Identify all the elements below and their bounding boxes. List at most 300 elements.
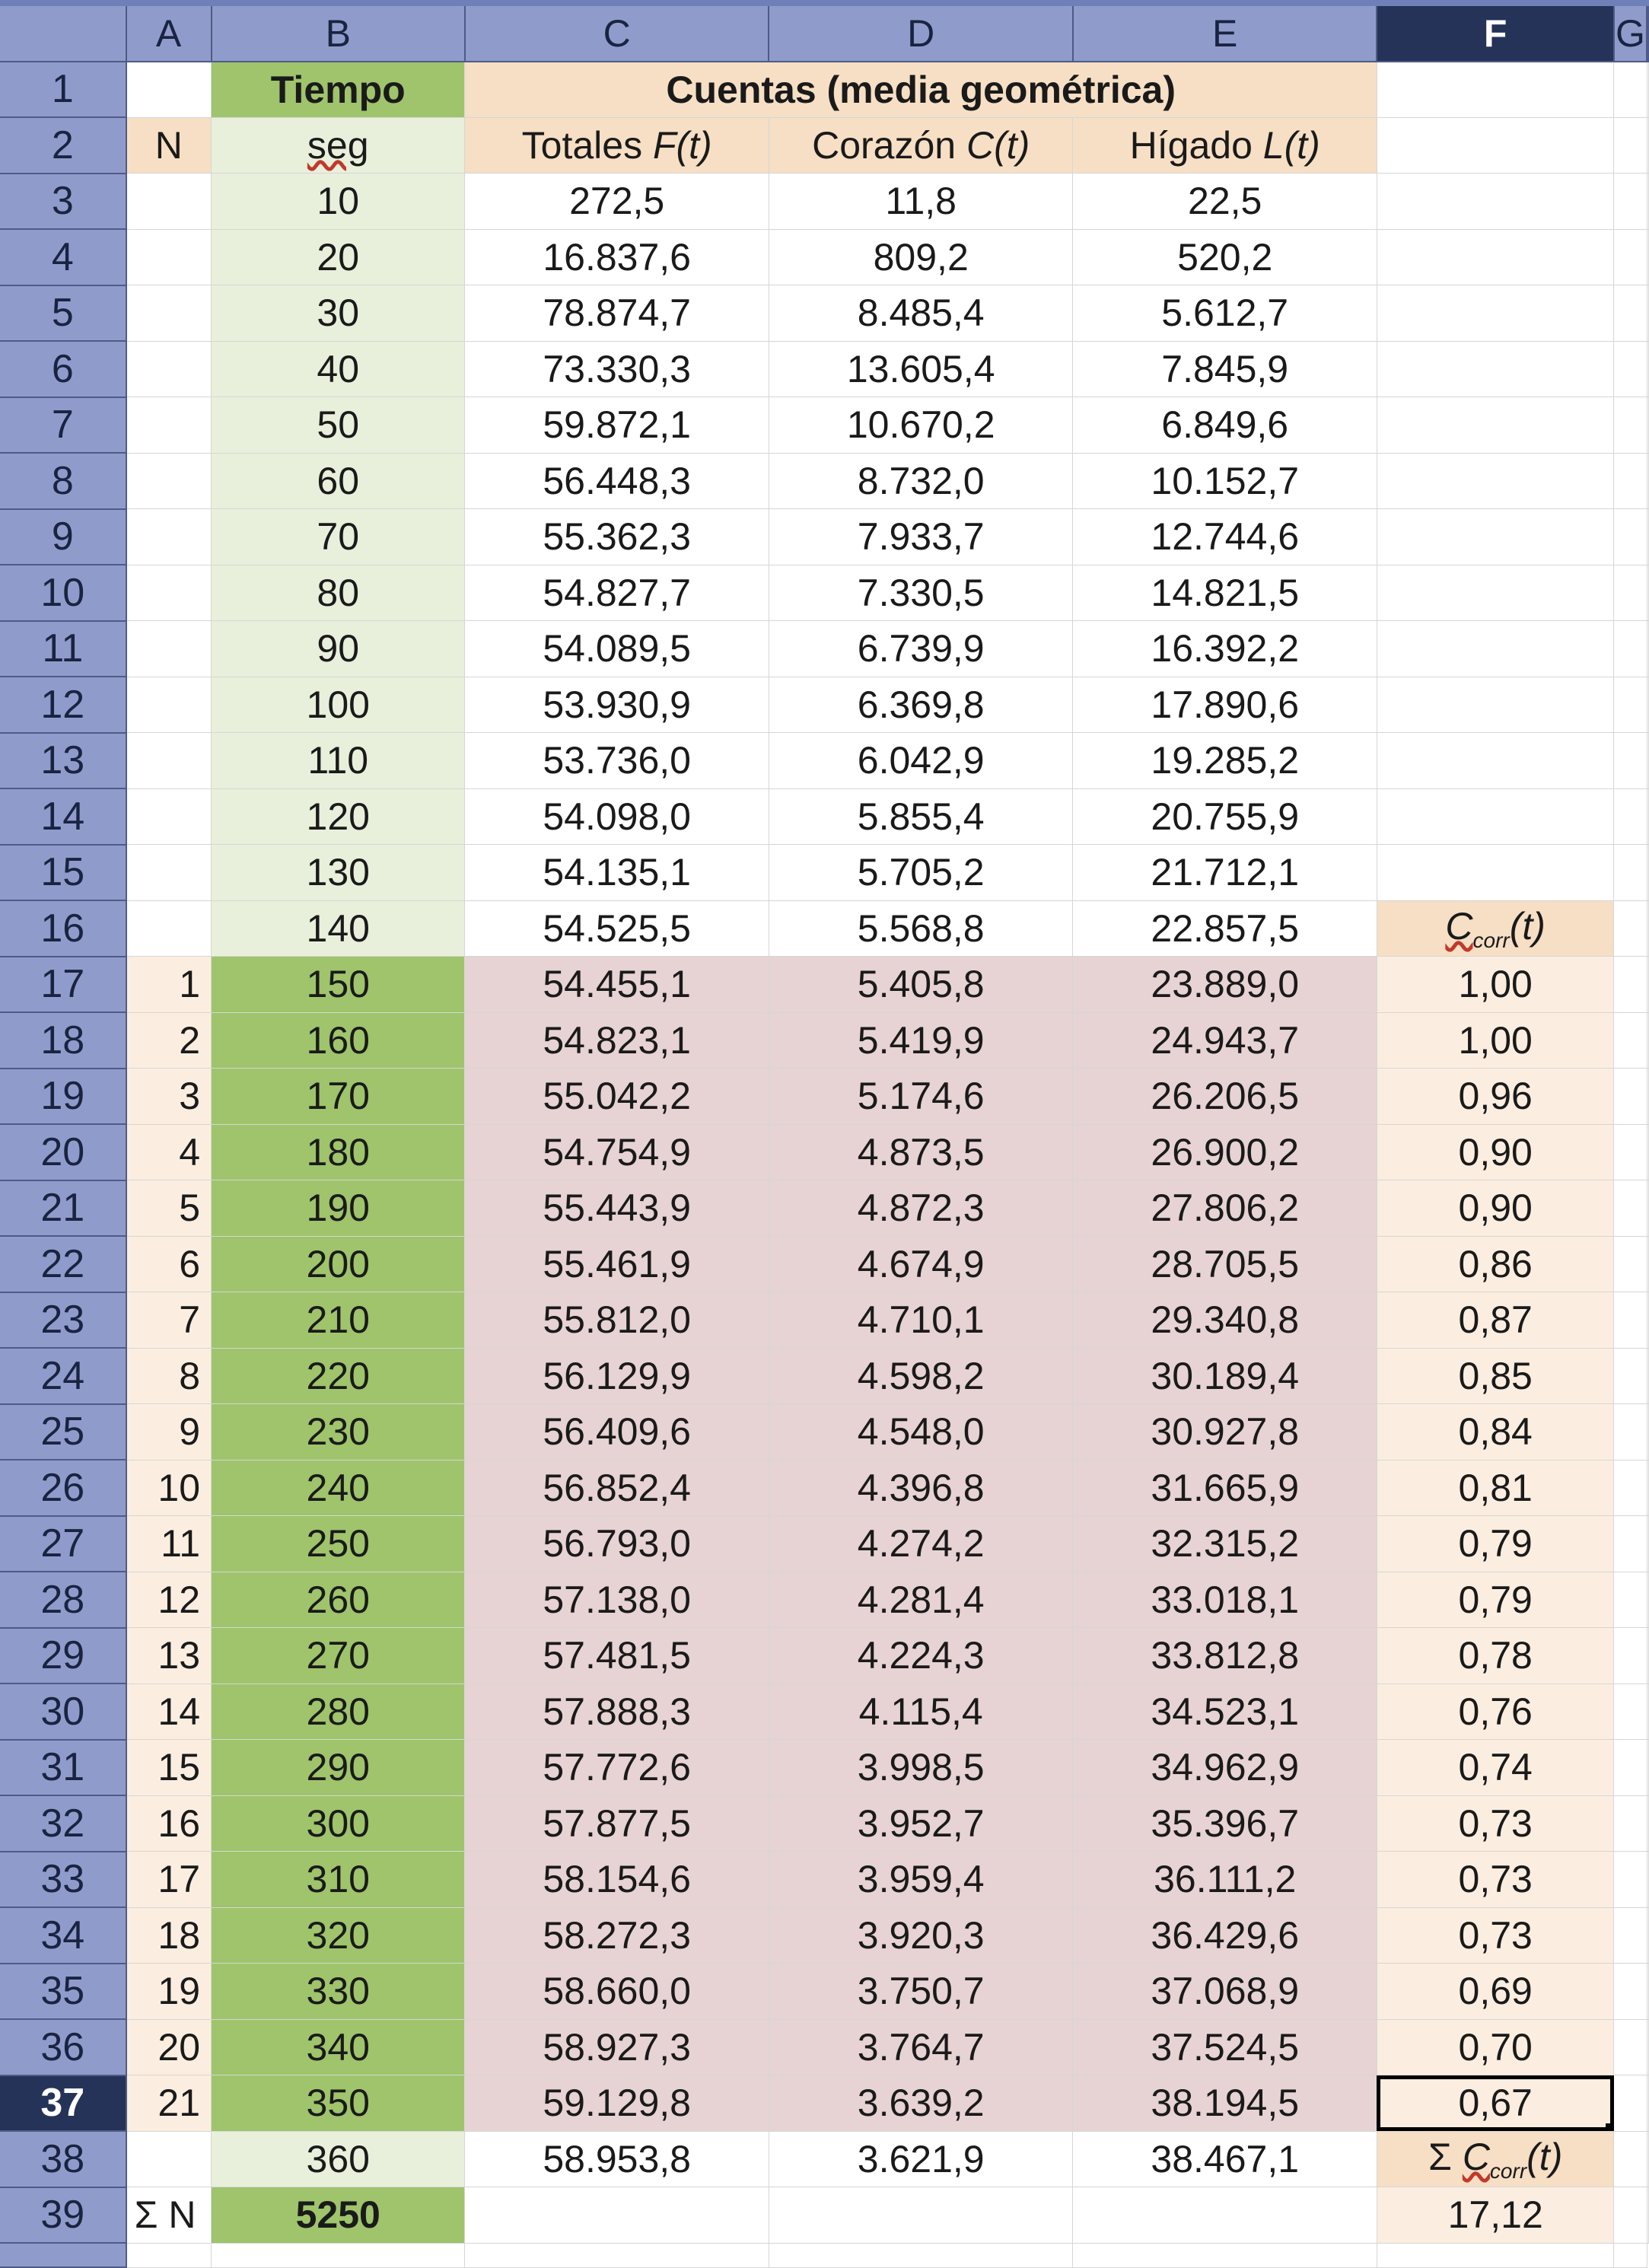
cell-c19[interactable]: 55.042,2 — [465, 1069, 769, 1125]
cell-a26[interactable]: 10 — [126, 1460, 212, 1516]
cell-g11[interactable] — [1614, 621, 1647, 677]
row-header-19[interactable]: 19 — [0, 1069, 126, 1125]
cell-a16[interactable] — [126, 900, 212, 957]
row-header-8[interactable]: 8 — [0, 453, 126, 509]
cell-f32[interactable]: 0,73 — [1377, 1795, 1614, 1852]
cell-g29[interactable] — [1614, 1628, 1647, 1684]
row-header-27[interactable]: 27 — [0, 1516, 126, 1572]
cell-c36[interactable]: 58.927,3 — [465, 2019, 769, 2075]
cell-h38[interactable] — [1647, 2131, 1648, 2187]
row-header-21[interactable]: 21 — [0, 1180, 126, 1237]
cell-b6[interactable]: 40 — [212, 341, 465, 397]
cell-a32[interactable]: 16 — [126, 1795, 212, 1852]
cell-a27[interactable]: 11 — [126, 1516, 212, 1572]
cell-row40-0[interactable] — [126, 2243, 212, 2267]
cell-c29[interactable]: 57.481,5 — [465, 1628, 769, 1684]
cell-d9[interactable]: 7.933,7 — [769, 509, 1073, 565]
cell-b31[interactable]: 290 — [212, 1740, 465, 1796]
cell-h24[interactable] — [1647, 1348, 1648, 1404]
cell-g17[interactable] — [1614, 957, 1647, 1013]
cell-g36[interactable] — [1614, 2019, 1647, 2075]
cell-a7[interactable] — [126, 397, 212, 454]
cell-f16[interactable] — [1377, 900, 1614, 957]
cell-g32[interactable] — [1614, 1795, 1647, 1852]
cell-d7[interactable]: 10.670,2 — [769, 397, 1073, 454]
cell-c28[interactable]: 57.138,0 — [465, 1572, 769, 1628]
cell-b37[interactable]: 350 — [212, 2075, 465, 2132]
cell-f15[interactable] — [1377, 845, 1614, 901]
cell-g10[interactable] — [1614, 565, 1647, 621]
cell-a31[interactable]: 15 — [126, 1740, 212, 1796]
cell-d18[interactable]: 5.419,9 — [769, 1012, 1073, 1069]
cell-d17[interactable]: 5.405,8 — [769, 957, 1073, 1013]
cell-e15[interactable]: 21.712,1 — [1073, 845, 1377, 901]
cell-g26[interactable] — [1614, 1460, 1647, 1516]
column-header-g[interactable]: G — [1614, 6, 1647, 62]
cell-h37[interactable] — [1647, 2075, 1648, 2132]
cell-d33[interactable]: 3.959,4 — [769, 1852, 1073, 1908]
cell-g24[interactable] — [1614, 1348, 1647, 1404]
column-header-overflow[interactable] — [1647, 6, 1648, 62]
cell-e37[interactable]: 38.194,5 — [1073, 2075, 1377, 2132]
cell-b12[interactable]: 100 — [212, 677, 465, 733]
cell-f38[interactable] — [1377, 2131, 1614, 2187]
cell-c24[interactable]: 56.129,9 — [465, 1348, 769, 1404]
cell-d25[interactable]: 4.548,0 — [769, 1404, 1073, 1461]
cell-b14[interactable]: 120 — [212, 788, 465, 845]
cell-f33[interactable]: 0,73 — [1377, 1852, 1614, 1908]
fill-handle[interactable] — [1606, 2123, 1614, 2132]
cell-f21[interactable]: 0,90 — [1377, 1180, 1614, 1237]
cell-a28[interactable]: 12 — [126, 1572, 212, 1628]
cell-h32[interactable] — [1647, 1795, 1648, 1852]
cell-f17[interactable]: 1,00 — [1377, 957, 1614, 1013]
row-header-15[interactable]: 15 — [0, 845, 126, 901]
cell-c6[interactable]: 73.330,3 — [465, 341, 769, 397]
cell-e6[interactable]: 7.845,9 — [1073, 341, 1377, 397]
cell-b1[interactable]: Tiempo — [212, 62, 465, 118]
row-header-16[interactable]: 16 — [0, 900, 126, 957]
cell-b16[interactable]: 140 — [212, 900, 465, 957]
cell-b36[interactable]: 340 — [212, 2019, 465, 2075]
cell-d16[interactable]: 5.568,8 — [769, 900, 1073, 957]
cell-h3[interactable] — [1647, 174, 1648, 230]
cell-f19[interactable]: 0,96 — [1377, 1069, 1614, 1125]
cell-d22[interactable]: 4.674,9 — [769, 1236, 1073, 1292]
row-header-17[interactable]: 17 — [0, 957, 126, 1013]
cell-b15[interactable]: 130 — [212, 845, 465, 901]
cell-e26[interactable]: 31.665,9 — [1073, 1460, 1377, 1516]
cell-f6[interactable] — [1377, 341, 1614, 397]
cell-f27[interactable]: 0,79 — [1377, 1516, 1614, 1572]
cell-row40-2[interactable] — [465, 2243, 769, 2267]
row-header-31[interactable]: 31 — [0, 1740, 126, 1796]
row-header-11[interactable]: 11 — [0, 621, 126, 677]
row-header-20[interactable]: 20 — [0, 1124, 126, 1180]
cell-e32[interactable]: 35.396,7 — [1073, 1795, 1377, 1852]
cell-a2[interactable]: N — [126, 117, 212, 174]
cell-f34[interactable]: 0,73 — [1377, 1907, 1614, 1964]
cell-row40-6[interactable] — [1614, 2243, 1647, 2267]
cell-c23[interactable]: 55.812,0 — [465, 1292, 769, 1349]
cell-e35[interactable]: 37.068,9 — [1073, 1964, 1377, 2020]
cell-f10[interactable] — [1377, 565, 1614, 621]
cell-c26[interactable]: 56.852,4 — [465, 1460, 769, 1516]
column-header-a[interactable]: A — [126, 6, 212, 62]
cell-h18[interactable] — [1647, 1012, 1648, 1069]
row-header-37[interactable]: 37 — [0, 2075, 126, 2132]
cell-g13[interactable] — [1614, 733, 1647, 789]
cell-e38[interactable]: 38.467,1 — [1073, 2131, 1377, 2187]
cell-b29[interactable]: 270 — [212, 1628, 465, 1684]
cell-b19[interactable]: 170 — [212, 1069, 465, 1125]
cell-c9[interactable]: 55.362,3 — [465, 509, 769, 565]
row-header-3[interactable]: 3 — [0, 174, 126, 230]
cell-c33[interactable]: 58.154,6 — [465, 1852, 769, 1908]
cell-e29[interactable]: 33.812,8 — [1073, 1628, 1377, 1684]
cell-row40-1[interactable] — [212, 2243, 465, 2267]
row-header-38[interactable]: 38 — [0, 2131, 126, 2187]
cell-a11[interactable] — [126, 621, 212, 677]
cell-d10[interactable]: 7.330,5 — [769, 565, 1073, 621]
cell-b2[interactable] — [212, 117, 465, 174]
cell-a4[interactable] — [126, 229, 212, 285]
cell-e11[interactable]: 16.392,2 — [1073, 621, 1377, 677]
cell-h29[interactable] — [1647, 1628, 1648, 1684]
cell-g4[interactable] — [1614, 229, 1647, 285]
cell-b17[interactable]: 150 — [212, 957, 465, 1013]
cell-h9[interactable] — [1647, 509, 1648, 565]
cell-g2[interactable] — [1614, 117, 1647, 174]
cell-b21[interactable]: 190 — [212, 1180, 465, 1237]
cell-e27[interactable]: 32.315,2 — [1073, 1516, 1377, 1572]
cell-c3[interactable]: 272,5 — [465, 174, 769, 230]
cell-g1[interactable] — [1614, 62, 1647, 118]
cell-h17[interactable] — [1647, 957, 1648, 1013]
cell-e36[interactable]: 37.524,5 — [1073, 2019, 1377, 2075]
cell-g18[interactable] — [1614, 1012, 1647, 1069]
row-header-40[interactable] — [0, 2243, 126, 2267]
cell-e23[interactable]: 29.340,8 — [1073, 1292, 1377, 1349]
cell-b18[interactable]: 160 — [212, 1012, 465, 1069]
cell-h1[interactable] — [1647, 62, 1648, 118]
cell-g7[interactable] — [1614, 397, 1647, 454]
cell-f2[interactable] — [1377, 117, 1614, 174]
cell-a25[interactable]: 9 — [126, 1404, 212, 1461]
cell-e34[interactable]: 36.429,6 — [1073, 1907, 1377, 1964]
cell-a24[interactable]: 8 — [126, 1348, 212, 1404]
cell-d6[interactable]: 13.605,4 — [769, 341, 1073, 397]
cell-c12[interactable]: 53.930,9 — [465, 677, 769, 733]
cell-d36[interactable]: 3.764,7 — [769, 2019, 1073, 2075]
cell-a12[interactable] — [126, 677, 212, 733]
cell-d24[interactable]: 4.598,2 — [769, 1348, 1073, 1404]
cell-f20[interactable]: 0,90 — [1377, 1124, 1614, 1180]
cell-f28[interactable]: 0,79 — [1377, 1572, 1614, 1628]
cell-a15[interactable] — [126, 845, 212, 901]
cell-c7[interactable]: 59.872,1 — [465, 397, 769, 454]
cell-c2[interactable] — [465, 117, 769, 174]
cell-c17[interactable]: 54.455,1 — [465, 957, 769, 1013]
cell-f7[interactable] — [1377, 397, 1614, 454]
cell-g38[interactable] — [1614, 2131, 1647, 2187]
cell-h10[interactable] — [1647, 565, 1648, 621]
cell-h6[interactable] — [1647, 341, 1648, 397]
active-cell-f37[interactable]: 0,67 — [1377, 2075, 1614, 2132]
cell-c21[interactable]: 55.443,9 — [465, 1180, 769, 1237]
cell-g14[interactable] — [1614, 788, 1647, 845]
cell-h35[interactable] — [1647, 1964, 1648, 2020]
row-header-1[interactable]: 1 — [0, 62, 126, 118]
cell-row40-4[interactable] — [1073, 2243, 1377, 2267]
cell-c39[interactable] — [465, 2187, 769, 2244]
cell-d30[interactable]: 4.115,4 — [769, 1683, 1073, 1740]
cell-d20[interactable]: 4.873,5 — [769, 1124, 1073, 1180]
cell-b10[interactable]: 80 — [212, 565, 465, 621]
cell-g23[interactable] — [1614, 1292, 1647, 1349]
row-header-12[interactable]: 12 — [0, 677, 126, 733]
cell-a30[interactable]: 14 — [126, 1683, 212, 1740]
cell-a36[interactable]: 20 — [126, 2019, 212, 2075]
cell-b26[interactable]: 240 — [212, 1460, 465, 1516]
cell-g5[interactable] — [1614, 285, 1647, 342]
cell-b5[interactable]: 30 — [212, 285, 465, 342]
cell-f22[interactable]: 0,86 — [1377, 1236, 1614, 1292]
cell-h39[interactable] — [1647, 2187, 1648, 2244]
cell-e19[interactable]: 26.206,5 — [1073, 1069, 1377, 1125]
cell-g15[interactable] — [1614, 845, 1647, 901]
cell-d21[interactable]: 4.872,3 — [769, 1180, 1073, 1237]
cell-d34[interactable]: 3.920,3 — [769, 1907, 1073, 1964]
cell-h25[interactable] — [1647, 1404, 1648, 1461]
cell-g31[interactable] — [1614, 1740, 1647, 1796]
cell-h16[interactable] — [1647, 900, 1648, 957]
column-header-b[interactable]: B — [212, 6, 465, 62]
cell-c25[interactable]: 56.409,6 — [465, 1404, 769, 1461]
row-header-35[interactable]: 35 — [0, 1964, 126, 2020]
cell-c18[interactable]: 54.823,1 — [465, 1012, 769, 1069]
cell-h4[interactable] — [1647, 229, 1648, 285]
cell-b35[interactable]: 330 — [212, 1964, 465, 2020]
cell-e2[interactable] — [1073, 117, 1377, 174]
cell-c27[interactable]: 56.793,0 — [465, 1516, 769, 1572]
cell-f31[interactable]: 0,74 — [1377, 1740, 1614, 1796]
column-header-e[interactable]: E — [1073, 6, 1377, 62]
cell-h27[interactable] — [1647, 1516, 1648, 1572]
cell-e8[interactable]: 10.152,7 — [1073, 453, 1377, 509]
cell-b3[interactable]: 10 — [212, 174, 465, 230]
row-header-7[interactable]: 7 — [0, 397, 126, 454]
cell-h19[interactable] — [1647, 1069, 1648, 1125]
cell-f1[interactable] — [1377, 62, 1614, 118]
cell-a38[interactable] — [126, 2131, 212, 2187]
row-header-5[interactable]: 5 — [0, 285, 126, 342]
cell-f30[interactable]: 0,76 — [1377, 1683, 1614, 1740]
cell-d35[interactable]: 3.750,7 — [769, 1964, 1073, 2020]
cell-e28[interactable]: 33.018,1 — [1073, 1572, 1377, 1628]
cell-g33[interactable] — [1614, 1852, 1647, 1908]
cell-e20[interactable]: 26.900,2 — [1073, 1124, 1377, 1180]
cell-a34[interactable]: 18 — [126, 1907, 212, 1964]
cell-a13[interactable] — [126, 733, 212, 789]
row-header-32[interactable]: 32 — [0, 1795, 126, 1852]
cell-b7[interactable]: 50 — [212, 397, 465, 454]
cell-f5[interactable] — [1377, 285, 1614, 342]
cell-f25[interactable]: 0,84 — [1377, 1404, 1614, 1461]
cell-g28[interactable] — [1614, 1572, 1647, 1628]
cell-h13[interactable] — [1647, 733, 1648, 789]
cell-e31[interactable]: 34.962,9 — [1073, 1740, 1377, 1796]
cell-e7[interactable]: 6.849,6 — [1073, 397, 1377, 454]
cell-c38[interactable]: 58.953,8 — [465, 2131, 769, 2187]
row-header-33[interactable]: 33 — [0, 1852, 126, 1908]
cell-d27[interactable]: 4.274,2 — [769, 1516, 1073, 1572]
cell-b8[interactable]: 60 — [212, 453, 465, 509]
cell-g25[interactable] — [1614, 1404, 1647, 1461]
cell-a37[interactable]: 21 — [126, 2075, 212, 2132]
cell-g30[interactable] — [1614, 1683, 1647, 1740]
cell-a9[interactable] — [126, 509, 212, 565]
cell-a33[interactable]: 17 — [126, 1852, 212, 1908]
cell-b30[interactable]: 280 — [212, 1683, 465, 1740]
cell-c13[interactable]: 53.736,0 — [465, 733, 769, 789]
cell-a23[interactable]: 7 — [126, 1292, 212, 1349]
row-header-36[interactable]: 36 — [0, 2019, 126, 2075]
cell-h5[interactable] — [1647, 285, 1648, 342]
cell-g9[interactable] — [1614, 509, 1647, 565]
cell-d8[interactable]: 8.732,0 — [769, 453, 1073, 509]
row-header-29[interactable]: 29 — [0, 1628, 126, 1684]
cell-e25[interactable]: 30.927,8 — [1073, 1404, 1377, 1461]
cell-c35[interactable]: 58.660,0 — [465, 1964, 769, 2020]
cell-b13[interactable]: 110 — [212, 733, 465, 789]
cell-a1[interactable] — [126, 62, 212, 118]
cell-a10[interactable] — [126, 565, 212, 621]
row-header-2[interactable]: 2 — [0, 117, 126, 174]
cell-b38[interactable]: 360 — [212, 2131, 465, 2187]
cell-e9[interactable]: 12.744,6 — [1073, 509, 1377, 565]
cell-f3[interactable] — [1377, 174, 1614, 230]
row-header-30[interactable]: 30 — [0, 1683, 126, 1740]
cell-b28[interactable]: 260 — [212, 1572, 465, 1628]
cell-f13[interactable] — [1377, 733, 1614, 789]
cell-f29[interactable]: 0,78 — [1377, 1628, 1614, 1684]
cell-f23[interactable]: 0,87 — [1377, 1292, 1614, 1349]
cell-c16[interactable]: 54.525,5 — [465, 900, 769, 957]
cell-a6[interactable] — [126, 341, 212, 397]
cell-b11[interactable]: 90 — [212, 621, 465, 677]
cell-h31[interactable] — [1647, 1740, 1648, 1796]
cell-c1-merged[interactable]: Cuentas (media geométrica) — [465, 62, 1377, 118]
cell-f39[interactable]: 17,12 — [1377, 2187, 1614, 2244]
cell-f24[interactable]: 0,85 — [1377, 1348, 1614, 1404]
cell-f9[interactable] — [1377, 509, 1614, 565]
cell-f4[interactable] — [1377, 229, 1614, 285]
cell-c15[interactable]: 54.135,1 — [465, 845, 769, 901]
cell-d12[interactable]: 6.369,8 — [769, 677, 1073, 733]
cell-f14[interactable] — [1377, 788, 1614, 845]
cell-a22[interactable]: 6 — [126, 1236, 212, 1292]
cell-b24[interactable]: 220 — [212, 1348, 465, 1404]
column-header-d[interactable]: D — [769, 6, 1073, 62]
row-header-25[interactable]: 25 — [0, 1404, 126, 1461]
cell-g6[interactable] — [1614, 341, 1647, 397]
cell-b4[interactable]: 20 — [212, 229, 465, 285]
cell-f36[interactable]: 0,70 — [1377, 2019, 1614, 2075]
cell-a21[interactable]: 5 — [126, 1180, 212, 1237]
cell-b32[interactable]: 300 — [212, 1795, 465, 1852]
cell-b20[interactable]: 180 — [212, 1124, 465, 1180]
cell-b33[interactable]: 310 — [212, 1852, 465, 1908]
cell-d3[interactable]: 11,8 — [769, 174, 1073, 230]
cell-g34[interactable] — [1614, 1907, 1647, 1964]
cell-h28[interactable] — [1647, 1572, 1648, 1628]
cell-d15[interactable]: 5.705,2 — [769, 845, 1073, 901]
row-header-22[interactable]: 22 — [0, 1236, 126, 1292]
cell-f8[interactable] — [1377, 453, 1614, 509]
cell-e14[interactable]: 20.755,9 — [1073, 788, 1377, 845]
cell-h12[interactable] — [1647, 677, 1648, 733]
cell-c10[interactable]: 54.827,7 — [465, 565, 769, 621]
cell-c14[interactable]: 54.098,0 — [465, 788, 769, 845]
cell-h8[interactable] — [1647, 453, 1648, 509]
cell-c32[interactable]: 57.877,5 — [465, 1795, 769, 1852]
cell-g21[interactable] — [1614, 1180, 1647, 1237]
cell-g12[interactable] — [1614, 677, 1647, 733]
cell-d39[interactable] — [769, 2187, 1073, 2244]
cell-e16[interactable]: 22.857,5 — [1073, 900, 1377, 957]
cell-h15[interactable] — [1647, 845, 1648, 901]
cell-h14[interactable] — [1647, 788, 1648, 845]
cell-e30[interactable]: 34.523,1 — [1073, 1683, 1377, 1740]
cell-h7[interactable] — [1647, 397, 1648, 454]
cell-e5[interactable]: 5.612,7 — [1073, 285, 1377, 342]
cell-a3[interactable] — [126, 174, 212, 230]
cell-d28[interactable]: 4.281,4 — [769, 1572, 1073, 1628]
cell-a35[interactable]: 19 — [126, 1964, 212, 2020]
cell-e13[interactable]: 19.285,2 — [1073, 733, 1377, 789]
cell-c8[interactable]: 56.448,3 — [465, 453, 769, 509]
cell-d4[interactable]: 809,2 — [769, 229, 1073, 285]
cell-c4[interactable]: 16.837,6 — [465, 229, 769, 285]
row-header-13[interactable]: 13 — [0, 733, 126, 789]
cell-a14[interactable] — [126, 788, 212, 845]
row-header-14[interactable]: 14 — [0, 788, 126, 845]
cell-a18[interactable]: 2 — [126, 1012, 212, 1069]
cell-h36[interactable] — [1647, 2019, 1648, 2075]
row-header-18[interactable]: 18 — [0, 1012, 126, 1069]
cell-h33[interactable] — [1647, 1852, 1648, 1908]
cell-f35[interactable]: 0,69 — [1377, 1964, 1614, 2020]
cell-b22[interactable]: 200 — [212, 1236, 465, 1292]
cell-g19[interactable] — [1614, 1069, 1647, 1125]
cell-c31[interactable]: 57.772,6 — [465, 1740, 769, 1796]
cell-d19[interactable]: 5.174,6 — [769, 1069, 1073, 1125]
cell-a19[interactable]: 3 — [126, 1069, 212, 1125]
cell-c22[interactable]: 55.461,9 — [465, 1236, 769, 1292]
cell-b9[interactable]: 70 — [212, 509, 465, 565]
cell-e33[interactable]: 36.111,2 — [1073, 1852, 1377, 1908]
cell-e24[interactable]: 30.189,4 — [1073, 1348, 1377, 1404]
cell-g3[interactable] — [1614, 174, 1647, 230]
row-header-23[interactable]: 23 — [0, 1292, 126, 1349]
row-header-9[interactable]: 9 — [0, 509, 126, 565]
column-header-f[interactable]: F — [1377, 6, 1614, 62]
select-all-corner[interactable] — [0, 6, 126, 62]
cell-c37[interactable]: 59.129,8 — [465, 2075, 769, 2132]
cell-c5[interactable]: 78.874,7 — [465, 285, 769, 342]
cell-e12[interactable]: 17.890,6 — [1073, 677, 1377, 733]
